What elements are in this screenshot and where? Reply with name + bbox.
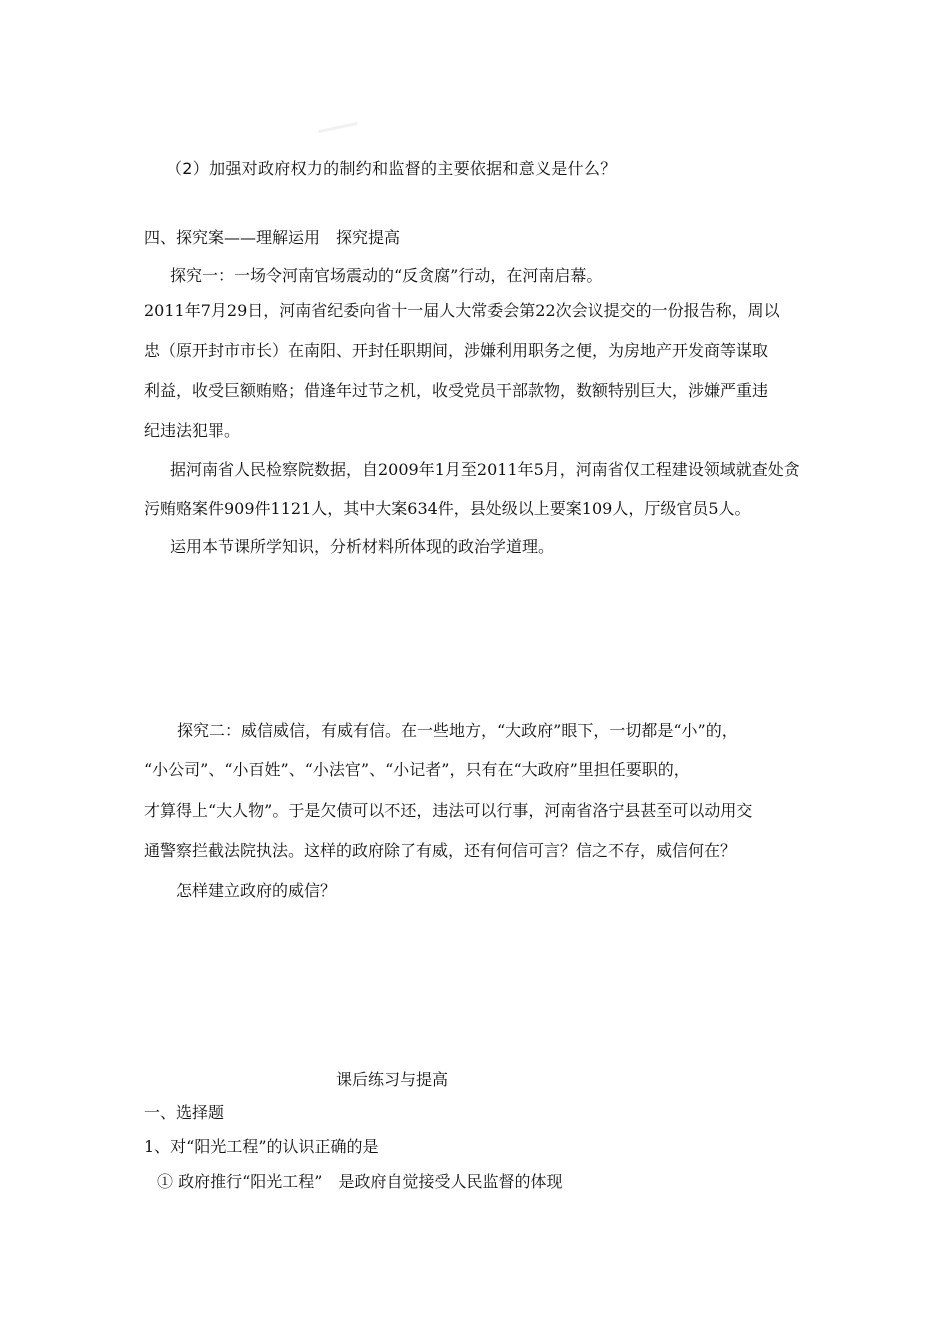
inquiry-1-p1-line-3: 利益，收受巨额贿赂；借逢年过节之机，收受党员干部款物，数额特别巨大，涉嫌严重违 [144, 381, 769, 400]
practice-title: 课后练习与提高 [336, 1070, 449, 1089]
inquiry-1-p1-line-2: 忠（原开封市市长）在南阳、开封任职期间，涉嫌利用职务之便，为房地产开发商等谋取 [144, 341, 769, 360]
inquiry-1-p1-line-1: 2011年7月29日，河南省纪委向省十一届人大常委会第22次会议提交的一份报告称，周以 [144, 301, 780, 320]
inquiry-2-question: 怎样建立政府的威信？ [176, 881, 337, 900]
inquiry-1-question: 运用本节课所学知识，分析材料所体现的政治学道理。 [170, 537, 555, 556]
inquiry-2-line-2: “小公司”、“小百姓”、“小法官”、“小记者”，只有在“大政府”里担任要职的， [144, 760, 690, 779]
inquiry-1-p2-line-1: 据河南省人民检察院数据，自2009年1月至2011年5月，河南省仅工程建设领域就查处贪 [170, 460, 800, 479]
section-4-heading: 四、探究案——理解运用 探究提高 [144, 228, 401, 247]
scan-artifact [318, 122, 358, 133]
inquiry-2-line-4: 通警察拦截法院执法。这样的政府除了有威，还有何信可言？信之不存，威信何在？ [144, 841, 737, 860]
inquiry-1-intro: 探究一：一场令河南官场震动的“反贪腐”行动，在河南启幕。 [170, 266, 603, 285]
practice-section-1: 一、选择题 [144, 1103, 225, 1122]
question-2: （2）加强对政府权力的制约和监督的主要依据和意义是什么？ [166, 159, 617, 178]
inquiry-2-line-1: 探究二：威信威信，有威有信。在一些地方，“大政府”眼下，一切都是“小”的， [177, 721, 738, 740]
inquiry-1-p2-line-2: 污贿赂案件909件1121人，其中大案634件，县处级以上要案109人，厅级官员5人。 [144, 499, 751, 518]
practice-q1-option-1: ① 政府推行“阳光工程” 是政府自觉接受人民监督的体现 [157, 1172, 563, 1191]
inquiry-1-p1-line-4: 纪违法犯罪。 [144, 421, 241, 440]
inquiry-2-line-3: 才算得上“大人物”。于是欠债可以不还，违法可以行事，河南省洛宁县甚至可以动用交 [144, 801, 753, 820]
practice-question-1: 1、对“阳光工程”的认识正确的是 [144, 1137, 379, 1156]
